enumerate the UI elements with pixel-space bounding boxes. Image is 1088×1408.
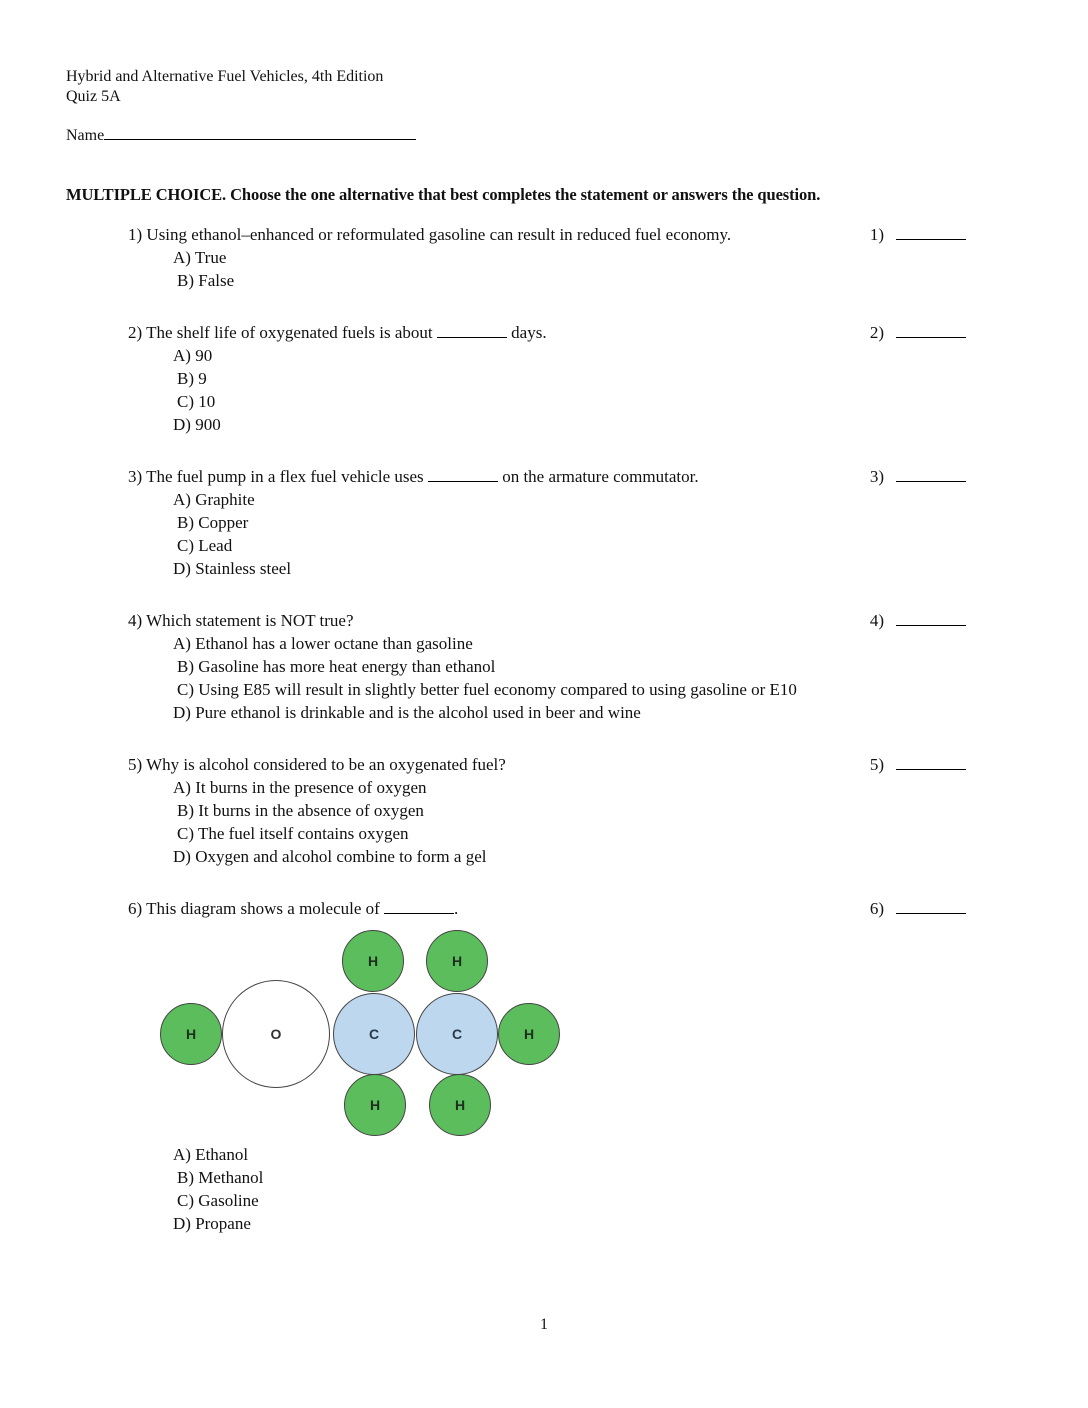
stem-text-after: . (454, 899, 459, 918)
answer-blank-line[interactable] (896, 769, 966, 770)
answer-slot[interactable] (870, 753, 966, 776)
name-label: Name (66, 127, 105, 144)
answer-number: 3) (869, 467, 884, 486)
option-b: B) Copper (177, 513, 249, 532)
oxygen-atom: O (222, 980, 330, 1088)
name-field[interactable] (66, 125, 416, 146)
answer-number: 4) (869, 611, 884, 630)
stem-text: 2) The shelf life of oxygenated fuels is about (128, 323, 433, 342)
page-number: 1 (540, 1316, 548, 1333)
stem-text: 3) The fuel pump in a flex fuel vehicle uses (128, 467, 424, 486)
option-b: B) It burns in the absence of oxygen (177, 801, 424, 820)
answer-number: 1) (869, 225, 884, 244)
hydrogen-atom: H (160, 1003, 222, 1065)
quiz-title: Quiz 5A (66, 88, 121, 105)
answer-blank-line[interactable] (896, 913, 966, 914)
option-d: D) Propane (173, 1214, 251, 1233)
question-5 (128, 753, 1028, 868)
hydrogen-atom: H (342, 930, 404, 992)
option-c: C) Using E85 will result in slightly better fuel economy compared to using gasoline or E10 (177, 680, 797, 699)
answer-blank-line[interactable] (896, 481, 966, 482)
hydrogen-atom: H (429, 1074, 491, 1136)
answer-blank-line[interactable] (896, 625, 966, 626)
answer-number: 2) (869, 323, 884, 342)
question-6-options (128, 1143, 1028, 1235)
option-a: A) True (173, 248, 227, 267)
option-d: D) 900 (173, 415, 221, 434)
option-c: C) Gasoline (177, 1191, 259, 1210)
stem-text-after: days. (511, 323, 547, 342)
option-d: D) Pure ethanol is drinkable and is the alcohol used in beer and wine (173, 703, 641, 722)
carbon-atom: C (416, 993, 498, 1075)
option-a: A) It burns in the presence of oxygen (173, 778, 427, 797)
option-d: D) Oxygen and alcohol combine to form a gel (173, 847, 487, 866)
stem-text: 6) This diagram shows a molecule of (128, 899, 380, 918)
option-d: D) Stainless steel (173, 559, 292, 578)
question-2 (128, 321, 1028, 436)
option-a: A) Graphite (173, 490, 255, 509)
book-title: Hybrid and Alternative Fuel Vehicles, 4th Edition (66, 68, 384, 85)
fill-blank (384, 899, 454, 914)
option-c: C) The fuel itself contains oxygen (177, 824, 409, 843)
answer-slot[interactable] (870, 897, 966, 920)
section-instructions: MULTIPLE CHOICE. Choose the one alternative that best completes the statement or answers the question. (66, 185, 821, 204)
question-3 (128, 465, 1028, 580)
option-a: A) Ethanol (173, 1145, 249, 1164)
hydrogen-atom: H (498, 1003, 560, 1065)
answer-slot[interactable] (870, 465, 966, 488)
option-b: B) Methanol (177, 1168, 264, 1187)
question-4 (128, 609, 1028, 724)
answer-slot[interactable] (870, 321, 966, 344)
stem-text-after: on the armature commutator. (502, 467, 699, 486)
carbon-atom: C (333, 993, 415, 1075)
answer-slot[interactable] (870, 223, 966, 246)
answer-slot[interactable] (870, 609, 966, 632)
question-1 (128, 223, 1028, 292)
option-c: C) Lead (177, 536, 233, 555)
hydrogen-atom: H (426, 930, 488, 992)
option-b: B) 9 (177, 369, 207, 388)
answer-number: 5) (869, 755, 884, 774)
option-b: B) False (177, 271, 235, 290)
option-a: A) Ethanol has a lower octane than gasoline (173, 634, 473, 653)
question-stem: 1) Using ethanol–enhanced or reformulated gasoline can result in reduced fuel economy. (128, 225, 732, 244)
question-6 (128, 897, 1028, 920)
question-stem: 5) Why is alcohol considered to be an oxygenated fuel? (128, 755, 506, 774)
fill-blank (428, 467, 498, 482)
option-a: A) 90 (173, 346, 213, 365)
option-b: B) Gasoline has more heat energy than ethanol (177, 657, 496, 676)
question-stem: 4) Which statement is NOT true? (128, 611, 354, 630)
hydrogen-atom: H (344, 1074, 406, 1136)
option-c: C) 10 (177, 392, 216, 411)
answer-blank-line[interactable] (896, 337, 966, 338)
name-blank-line[interactable] (104, 125, 416, 140)
fill-blank (437, 323, 507, 338)
answer-number: 6) (869, 899, 884, 918)
answer-blank-line[interactable] (896, 239, 966, 240)
ethanol-molecule-diagram (158, 928, 562, 1136)
